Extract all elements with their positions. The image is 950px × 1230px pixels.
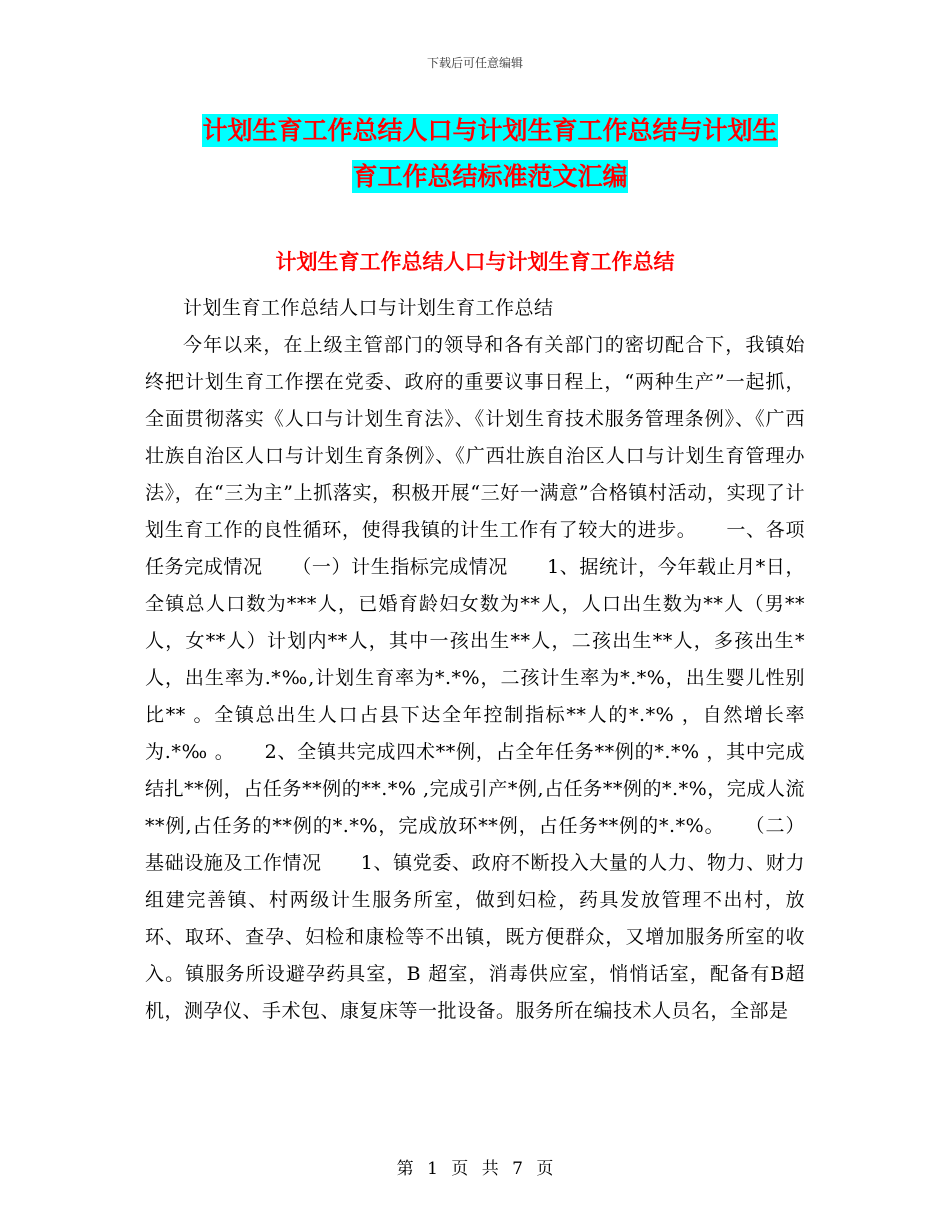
page-total: 7: [512, 1159, 523, 1179]
page-mid: 页: [451, 1159, 469, 1179]
page-footer: [0, 1154, 950, 1179]
body-paragraph-1: 计划生育工作总结人口与计划生育工作总结: [183, 297, 554, 319]
page-total-prefix: 共: [481, 1159, 499, 1179]
document-body: [145, 290, 805, 1030]
document-title-line-2: 育工作总结标准范文汇编: [352, 162, 628, 191]
body-paragraph-2: 今年以来，在上级主管部门的领导和各有关部门的密切配合下，我镇始终把计划生育工作摆在党委、政府的重要议事日程上，“两种生产”一起抓，全面贯彻落实《人口与计划生育法》、《计划生育技术服务管理条例》、《广西壮族自治区人口与计划生育条例》、《广西壮族自治区人口与计划生育管理办法》，在“三为主”上抓落实，积极开展“三好一满意”合格镇村活动，实现了计划生育工作的良性循环，使得我镇的计生工作有了较大的进步。 一、各项任务完成情况 （一）计生指标完成情况 1、据统计，今年载止月*日，全镇总人口数为***人，已婚育龄妇女数为**人，人口出生数为**人（男**人，女**人）计划内**人，其中一孩出生**人，二孩出生**人，多孩出生*人，出生率为.*‰,计划生育率为*.*%，二孩计生率为*.*%，出生婴儿性别比** 。全镇总出生人口占县下达全年控制指标**人的*.*% ，自然增长率为.*‰ 。 2、全镇共完成四术**例，占全年任务**例的*.*% ，其中完成结扎**例，占任务**例的**.*% ,完成引产*例,占任务**例的*.*%，完成人流**例,占任务的**例的*.*%，完成放环**例，占任务**例的*.*%。 （二）基础设施及工作情况 1、镇党委、政府不断投入大量的人力、物力、财力组建完善镇、村两级计生服务所室，做到妇检，药具发放管理不出村，放环、取环、查孕、妇检和康检等不出镇，既方便群众，又增加服务所室的收入。镇服务所设避孕药具室，B 超室，消毒供应室，悄悄话室，配备有B超机，测孕仪、手术包、康复床等一批设备。服务所在编技术人员名，全部是: [145, 334, 805, 1022]
page-current: 1: [427, 1159, 438, 1179]
document-title-line-1: 计划生育工作总结人口与计划生育工作总结与计划生: [202, 116, 778, 145]
document-title: [140, 108, 840, 200]
page-prefix: 第: [396, 1159, 414, 1179]
page-header-note: 下载后可任意编辑: [426, 56, 523, 70]
section-title: 计划生育工作总结人口与计划生育工作总结: [275, 250, 675, 274]
page-suffix: 页: [536, 1159, 554, 1179]
